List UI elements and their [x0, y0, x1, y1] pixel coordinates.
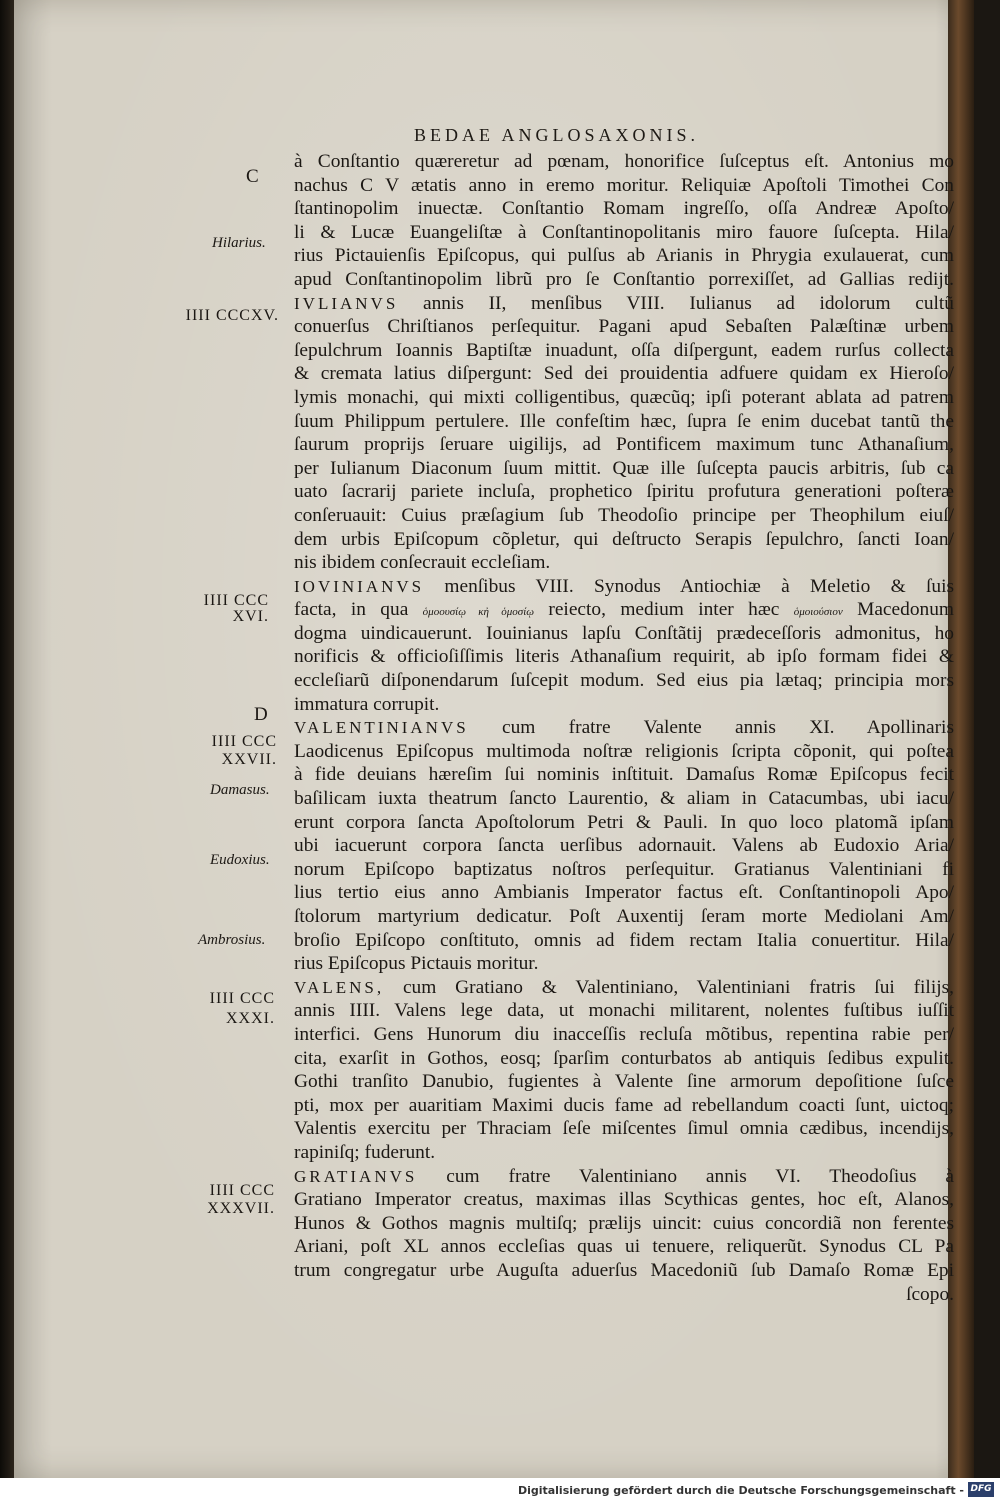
text-line: à fide deuians hæreſim ſui nominis inſtituit. Damaſus Romæ Epiſcopus fecit [294, 764, 954, 786]
emperor-name: GRATIANVS [294, 1166, 418, 1186]
greek-text: ὁμοιούσιον [793, 606, 843, 619]
text-line: Valentis exercitu per Thraciam ſeſe miſcentes ſimul omnia cædibus, incendijs, [294, 1118, 954, 1140]
dfg-logo: DFG [968, 1482, 994, 1497]
text-line: lius tertio eius anno Ambianis Imperator factus eſt. Conſtantinopoli Apo/ [294, 882, 954, 904]
margin-note-eudoxius: Eudoxius. [210, 852, 270, 868]
text-line: pti, mox per auaritiam Maximi ducis fame ad rebellandum coacti ſunt, uictoq; [294, 1094, 954, 1116]
greek-text: ὁμοουσίῳ κἠ ὁμοσίῳ [422, 606, 535, 619]
text-line: rius Epiſcopus Pictauis moritur. [294, 953, 539, 975]
text-line-valentinianus [294, 716, 954, 740]
text-line: interfici. Gens Hunorum diu inacceſſis recluſa mõtibus, repentina rabie per/ [294, 1023, 954, 1045]
text-line-gratianus [294, 1165, 954, 1189]
text-span: annis II, menſibus VIII. Iulianus ad idolorum cultũ [398, 292, 954, 314]
margin-year-valentinianus-2: XXVII. [221, 751, 277, 768]
emperor-name: VALENS, [294, 977, 385, 997]
digitization-footer [0, 1478, 1000, 1502]
text-line: immatura corrupit. [294, 693, 440, 715]
text-line: ſtantinopolim inuectæ. Conſtantio Romam ingreſſo, oſſa Andreæ Apoſto/ [294, 198, 954, 220]
text-line: per Iulianum Diaconum ſuum mittit. Quæ ille ſuſcepta paucis arbitris, ſub ca [294, 457, 954, 479]
text-line: nachus C V ætatis anno in eremo moritur. Reliquiæ Apoſtoli Timothei Con [294, 174, 954, 196]
margin-year-iulianus: IIII CCCXV. [185, 307, 279, 324]
margin-year-valens: IIII CCC [209, 990, 275, 1007]
text-line: annis IIII. Valens lege data, ut monachi militarent, nolentes fuſtibus iuſſit [294, 1000, 954, 1022]
text-line: rius Pictauienſis Epiſcopus, qui pulſus ab Arianis in Phrygia exulauerat, cum [294, 245, 954, 267]
margin-letter-d: D [254, 704, 268, 725]
text-line: broſio Epiſcopo conſtituto, omnis ad fidem rectam Italia conuertitur. Hila/ [294, 929, 954, 951]
text-line: ſuum Philippum pertulere. Ille confeſtim hæc, ſupra ſe enim ducebat tantũ the [294, 410, 954, 432]
text-line: rapiniſq; fuderunt. [294, 1141, 436, 1163]
scan-edge [0, 0, 14, 1478]
text-line: norum Epiſcopo baptizatus noſtros perſequitur. Gratianus Valentiniani fi [294, 858, 954, 880]
emperor-name: VALENTINIANVS [294, 718, 469, 738]
text-line-iovinianus [294, 575, 954, 599]
emperor-name: IVLIANVS [294, 293, 399, 313]
margin-year-gratianus-2: XXXVII. [207, 1200, 275, 1217]
text-line: ſaurum proprijs ſeruare uigilijs, ad Pontificem maximum tunc Athanaſium, [294, 434, 954, 456]
margin-note-ambrosius: Ambrosius. [198, 932, 266, 948]
text-line: Gratiano Imperator creatus, maximas illas Scythicas gentes, hoc eſt, Alanos, [294, 1189, 954, 1211]
text-line: & cremata latius diſpergunt: Sed dei prouidentia adfuere quidam ex Hieroſo/ [294, 363, 954, 385]
text-line: li & Lucæ Euangeliſtæ à Conſtantinopolitanis miro fauore ſuſcepta. Hila/ [294, 221, 954, 243]
margin-note-hilarius: Hilarius. [212, 235, 266, 251]
text-line: Hunos & Gothos magnis multiſq; prælijs uincit: cuius concordiã non ferentes [294, 1212, 954, 1234]
text-line: trum congregatur urbe Auguſta aduerſus Macedoniũ ſub Damaſo Romæ Epi [294, 1259, 954, 1281]
book-page [14, 0, 974, 1478]
text-line: erunt corpora ſancta Apoſtolorum Petri & Pauli. In quo loco platomã ipſam [294, 811, 954, 833]
text-line: Laodicenus Epiſcopus multimoda noſtræ religionis ſcripta cõponit, qui poſtea [294, 740, 954, 762]
text-line: ubi iacuerunt corpora ſancta uerſibus adornauit. Valens ab Eudoxio Aria/ [294, 835, 954, 857]
text-span: facta, in qua [294, 599, 423, 621]
margin-letter-c: C [246, 166, 259, 187]
text-line: ſtolorum martyrium dedicatur. Poſt Auxentij ſeram morte Mediolani Am/ [294, 906, 954, 927]
text-line: Gothi tranſito Danubio, fugientes à Valente ſine armorum depoſitione ſuſce [294, 1071, 954, 1093]
text-line: conuerſus Chriſtianos perſequitur. Pagani apud Sebaſten Palæſtinæ urbem [294, 316, 954, 338]
text-line-iulianus [294, 292, 954, 316]
margin-year-iovinianus: IIII CCC [203, 592, 269, 609]
emperor-name: IOVINIANVS [294, 576, 425, 596]
text-span: cum Gratiano & Valentiniano, Valentiniani fratris ſui filijs, [384, 976, 954, 998]
footer-credit: Digitalisierung gefördert durch die Deutsche Forschungsgemeinschaft - [517, 1484, 964, 1497]
text-line: conſeruauit: Cuius præſagium ſub Theodoſio principe per Theophilum eiuſ/ [294, 504, 954, 526]
text-line: eccleſiarũ diſponendarum ſuſcepit modum. Sed eius pia lætaq; principia mors [294, 670, 954, 692]
text-span: menſibus VIII. Synodus Antiochiæ à Meletio & ſuis [424, 575, 954, 597]
margin-year-iovinianus-2: XVI. [232, 608, 269, 625]
text-line: dem urbis Epiſcopum cõpletur, qui deſtructo Serapis ſepulchro, ſancti Ioan/ [294, 528, 954, 550]
text-line: lymis monachi, qui mixti colligentibus, quæcũq; ipſi poterant ablata ad patrem [294, 386, 954, 408]
margin-year-gratianus: IIII CCC [209, 1182, 275, 1199]
text-line: norificis & officioſiſſimis literis Athanaſium requirit, ab ipſo formam fidei & [294, 646, 954, 668]
text-line: dogma uindicauerunt. Iouinianus lapſu Conſtãtij prædeceſſoris admonitus, ho [294, 622, 954, 644]
text-line: ſepulchrum Ioannis Baptiſtæ inuadunt, oſſa diſpergunt, eadem rurſus collecta [294, 339, 954, 361]
text-span: cum fratre Valentiniano annis VI. Theodoſius à [417, 1165, 954, 1187]
text-line-valens [294, 976, 954, 1000]
text-span: cum fratre Valente annis XI. Apollinaris [468, 717, 954, 739]
running-head: BEDAE ANGLOSAXONIS. [414, 125, 700, 145]
margin-note-damasus: Damasus. [210, 782, 270, 798]
main-text-block [294, 150, 954, 1306]
text-line: à Conſtantio quæreretur ad pœnam, honorifice ſuſceptus eſt. Antonius mo [294, 151, 954, 172]
margin-year-valens-2: XXXI. [226, 1010, 275, 1027]
text-line: nis ibidem conſecrauit eccleſiam. [294, 552, 551, 574]
text-line: apud Conſtantinopolim librũ pro ſe Conſtantio porrexiſſet, ad Gallias redijt. [294, 268, 954, 290]
margin-year-valentinianus: IIII CCC [211, 733, 277, 750]
text-line: Ariani, poſt XL annos eccleſias quas ui tenuere, reliquerũt. Synodus CL Pa [294, 1236, 954, 1258]
text-span: Macedonum [842, 599, 954, 621]
text-line-greek [294, 598, 954, 622]
text-line: ſcopo. [906, 1283, 954, 1305]
text-span: reiecto, medium inter hæc [534, 599, 794, 621]
text-line: uato ſacrarij pariete incluſa, prophetico ſpiritu profutura generationi poſteræ [294, 481, 954, 503]
text-line: cita, exarſit in Gothos, eosq; ſparſim conturbatos ab antiquis ſedibus expulit. [294, 1047, 954, 1069]
text-line: baſilicam iuxta theatrum ſancto Laurentio, & aliam in Catacumbas, ubi iacu/ [294, 788, 954, 810]
